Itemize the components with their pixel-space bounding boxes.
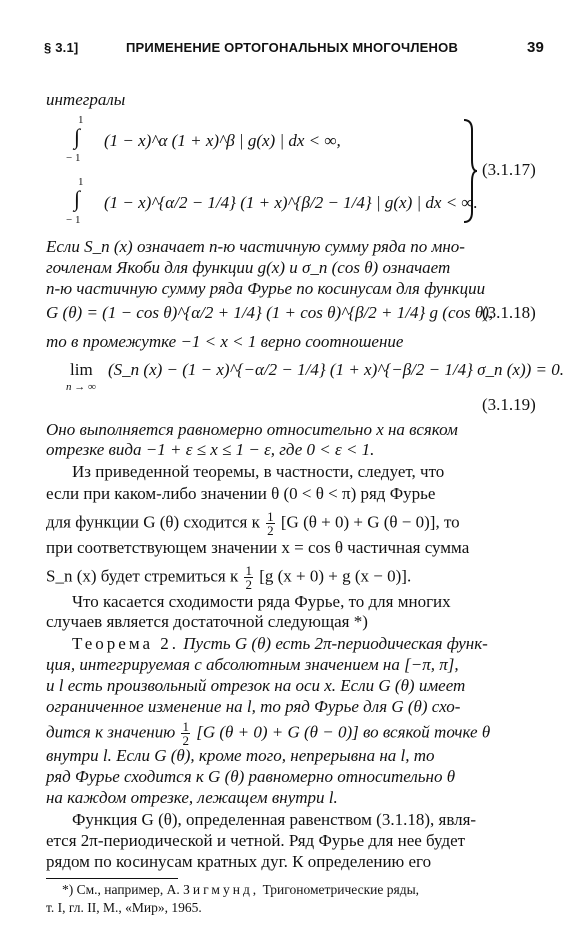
- theorem-line: [46, 720, 490, 747]
- text-span: S_n (x) будет стремиться к: [46, 566, 239, 586]
- text-line: гочленам Якоби для функции g(x) и σ_n (cos θ) означает: [46, 258, 451, 277]
- equation-formula: (S_n (x) − (1 − x)^{−α/2 − 1/4} (1 + x)^{−β/2 − 1/4} σ_n (x)) = 0.: [108, 360, 565, 379]
- fraction-numerator: 1: [182, 719, 189, 734]
- integral-upper-limit: 1: [78, 176, 84, 188]
- text-line: то в промежутке −1 < x < 1 верно соотношение: [46, 332, 404, 351]
- equation-3-1-18: G (θ) = (1 − cos θ)^{α/2 + 1/4} (1 + cos θ)^{β/2 + 1/4} g (cos θ),: [46, 303, 494, 322]
- footnote-line: [62, 882, 419, 898]
- fraction-one-half: [244, 564, 253, 591]
- equation-line-1: (1 − x)^α (1 + x)^β | g(x) | dx < ∞,: [104, 131, 341, 150]
- equation-line-2: (1 − x)^{α/2 − 1/4} (1 + x)^{β/2 − 1/4} | g(x) | dx < ∞.: [104, 193, 478, 212]
- equation-number: (3.1.19): [482, 395, 536, 414]
- text-span: Тригонометрические ряды,: [262, 882, 420, 897]
- text-line: отрезке вида −1 + ε ≤ x ≤ 1 − ε, где 0 < ε < 1.: [46, 440, 375, 459]
- integral-lower-limit: − 1: [66, 214, 81, 226]
- integral-sign: ∫: [74, 124, 81, 149]
- footnote-divider: [46, 878, 178, 879]
- theorem-label: Теорема 2.: [72, 634, 180, 653]
- theorem-line: на каждом отрезке, лежащем внутри l.: [46, 788, 338, 807]
- footnote-author: Зигмунд,: [183, 882, 260, 897]
- theorem-line: ряд Фурье сходится к G (θ) равномерно относительно θ: [46, 767, 456, 786]
- right-brace: [462, 118, 478, 224]
- fraction-denominator: 2: [182, 733, 189, 748]
- text-line: Что касается сходимости ряда Фурье, то для многих: [72, 592, 451, 611]
- fraction-denominator: 2: [245, 577, 252, 592]
- running-title: ПРИМЕНЕНИЕ ОРТОГОНАЛЬНЫХ МНОГОЧЛЕНОВ: [126, 40, 459, 55]
- text-span: для функции G (θ) сходится к: [46, 512, 260, 532]
- page-number: 39: [527, 39, 545, 56]
- integral-lower-limit: − 1: [66, 152, 81, 164]
- text-line: при соответствующем значении x = cos θ частичная сумма: [46, 538, 470, 557]
- theorem-line: и l есть произвольный отрезок на оси x. Если G (θ) имеет: [46, 676, 466, 695]
- fraction-numerator: 1: [245, 563, 252, 578]
- equation-number: (3.1.17): [482, 160, 536, 179]
- text-line: рядом по косинусам кратных дуг. К определению его: [46, 852, 432, 871]
- text-span: [G (θ + 0) + G (θ − 0)] во всякой точке θ: [196, 722, 491, 742]
- text-line: ется 2π-периодической и четной. Ряд Фурье для нее будет: [46, 831, 466, 850]
- fraction-one-half: [181, 720, 190, 747]
- text-line: Оно выполняется равномерно относительно x на всяком: [46, 420, 458, 439]
- footnote-line: т. I, гл. II, М., «Мир», 1965.: [46, 900, 202, 915]
- text-span: дится к значению: [46, 722, 176, 742]
- text-line: [46, 510, 460, 537]
- theorem-line: [72, 634, 488, 654]
- section-ref: § 3.1]: [44, 40, 79, 55]
- text-line: Функция G (θ), определенная равенством (3.1.18), явля-: [72, 810, 477, 829]
- fraction-denominator: 2: [267, 523, 274, 538]
- equation-number: (3.1.18): [482, 303, 536, 322]
- text-line: Если S_n (x) означает n-ю частичную сумму ряда по мно-: [46, 237, 465, 256]
- text-span: [G (θ + 0) + G (θ − 0)], то: [280, 512, 460, 532]
- text-line: случаев является достаточной следующая *): [46, 612, 368, 631]
- text-span: *) См., например, А.: [62, 882, 180, 897]
- theorem-line: ция, интегрируемая с абсолютным значением на [−π, π],: [46, 655, 459, 674]
- fraction-numerator: 1: [267, 509, 274, 524]
- fraction-one-half: [266, 510, 275, 537]
- text-line: [46, 564, 411, 591]
- text-span: Пусть G (θ) есть 2π-периодическая функ-: [183, 634, 488, 653]
- integral-sign: ∫: [74, 186, 81, 211]
- theorem-line: внутри l. Если G (θ), кроме того, непрерывна на l, то: [46, 746, 435, 765]
- text-line: Из приведенной теоремы, в частности, следует, что: [72, 462, 445, 481]
- limit-subscript: n → ∞: [66, 381, 96, 393]
- text-line: если при каком-либо значении θ (0 < θ < π) ряд Фурье: [46, 484, 436, 503]
- text-span: [g (x + 0) + g (x − 0)].: [259, 566, 412, 586]
- theorem-line: ограниченное изменение на l, то ряд Фурье для G (θ) схо-: [46, 697, 461, 716]
- limit-operator: lim: [70, 360, 93, 379]
- integral-upper-limit: 1: [78, 114, 84, 126]
- intro-word: интегралы: [46, 90, 126, 109]
- text-line: n-ю частичную сумму ряда Фурье по косинусам для функции: [46, 279, 486, 298]
